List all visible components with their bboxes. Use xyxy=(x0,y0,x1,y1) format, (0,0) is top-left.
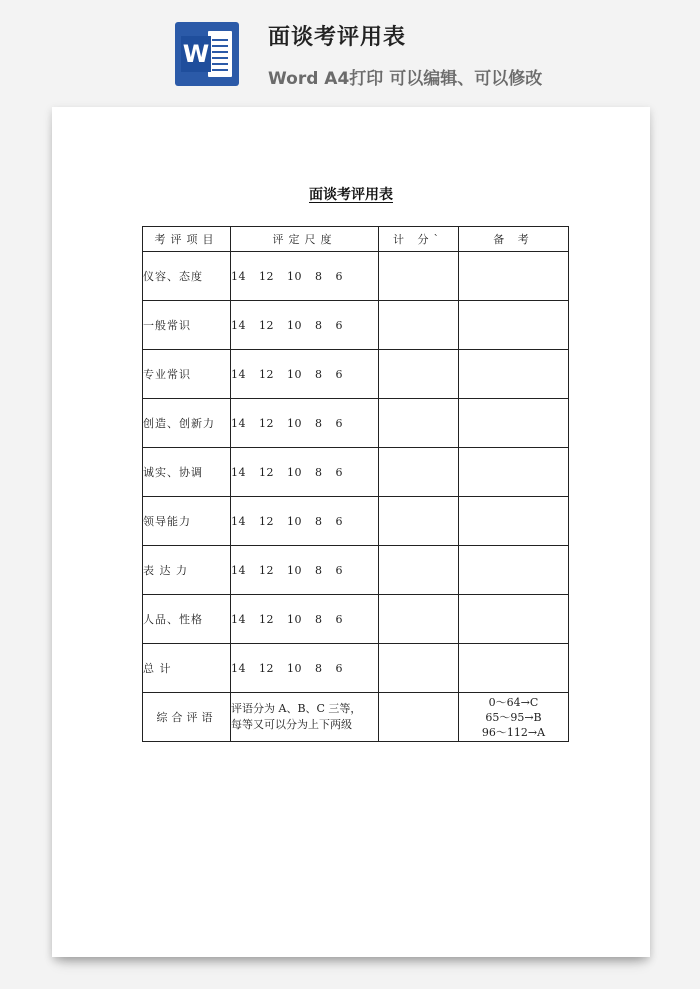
evaluation-table xyxy=(142,226,569,742)
row-item-label: 诚实、协调 xyxy=(143,448,231,497)
row-score-cell[interactable] xyxy=(379,350,459,399)
word-icon-letter: W xyxy=(181,36,211,72)
table-row xyxy=(143,350,569,399)
row-score-cell[interactable] xyxy=(379,301,459,350)
row-item-label: 一般常识 xyxy=(143,301,231,350)
document-title-text: 面谈考评用表 xyxy=(309,187,393,203)
column-header-score: 计 分` xyxy=(379,227,459,252)
table-row xyxy=(143,399,569,448)
summary-text-line: 评语分为 A、B、C 三等， xyxy=(231,702,362,715)
header-subtitle: Word A4打印 可以编辑、可以修改 xyxy=(268,69,543,89)
row-remarks-cell[interactable] xyxy=(459,448,569,497)
table-row xyxy=(143,546,569,595)
row-remarks-cell[interactable] xyxy=(459,595,569,644)
row-remarks-cell[interactable] xyxy=(459,301,569,350)
row-scale: 14 12 10 8 6 xyxy=(231,497,379,546)
row-item-label: 总 计 xyxy=(143,644,231,693)
row-remarks-cell[interactable] xyxy=(459,350,569,399)
row-scale: 14 12 10 8 6 xyxy=(231,350,379,399)
row-score-cell[interactable] xyxy=(379,497,459,546)
header-title: 面谈考评用表 xyxy=(268,25,407,50)
grade-range-c: 0～64→C xyxy=(488,695,539,709)
row-scale: 14 12 10 8 6 xyxy=(231,448,379,497)
table-row xyxy=(143,301,569,350)
summary-score-cell[interactable] xyxy=(379,693,459,742)
table-row xyxy=(143,497,569,546)
row-item-label: 领导能力 xyxy=(143,497,231,546)
row-scale: 14 12 10 8 6 xyxy=(231,301,379,350)
row-item-label: 表 达 力 xyxy=(143,546,231,595)
summary-row xyxy=(143,693,569,742)
row-remarks-cell[interactable] xyxy=(459,644,569,693)
document-page xyxy=(52,107,650,957)
column-header-scale: 评定尺度 xyxy=(231,227,379,252)
row-item-label: 创造、创新力 xyxy=(143,399,231,448)
document-title xyxy=(52,184,650,204)
grade-range-a: 96～112→A xyxy=(481,725,546,739)
table-row xyxy=(143,595,569,644)
row-scale: 14 12 10 8 6 xyxy=(231,252,379,301)
row-scale: 14 12 10 8 6 xyxy=(231,399,379,448)
summary-label: 综合评语 xyxy=(143,693,231,742)
table-row xyxy=(143,448,569,497)
grade-range-b: 65～95→B xyxy=(485,710,542,724)
table-row xyxy=(143,644,569,693)
row-scale: 14 12 10 8 6 xyxy=(231,546,379,595)
row-score-cell[interactable] xyxy=(379,595,459,644)
word-icon-page xyxy=(208,31,232,77)
table-row xyxy=(143,252,569,301)
summary-text-line: 每等又可以分为上下两级 xyxy=(231,718,352,731)
row-item-label: 专业常识 xyxy=(143,350,231,399)
column-header-remarks: 备 考 xyxy=(459,227,569,252)
row-remarks-cell[interactable] xyxy=(459,497,569,546)
row-score-cell[interactable] xyxy=(379,644,459,693)
row-remarks-cell[interactable] xyxy=(459,252,569,301)
word-document-icon xyxy=(175,22,239,86)
row-score-cell[interactable] xyxy=(379,546,459,595)
table-header-row xyxy=(143,227,569,252)
row-remarks-cell[interactable] xyxy=(459,399,569,448)
row-score-cell[interactable] xyxy=(379,252,459,301)
row-score-cell[interactable] xyxy=(379,399,459,448)
row-score-cell[interactable] xyxy=(379,448,459,497)
grade-ranges xyxy=(459,693,569,742)
row-item-label: 人品、性格 xyxy=(143,595,231,644)
header xyxy=(0,0,700,100)
row-item-label: 仪容、态度 xyxy=(143,252,231,301)
row-scale: 14 12 10 8 6 xyxy=(231,595,379,644)
column-header-item: 考评项目 xyxy=(143,227,231,252)
row-remarks-cell[interactable] xyxy=(459,546,569,595)
summary-text xyxy=(231,693,379,742)
row-scale: 14 12 10 8 6 xyxy=(231,644,379,693)
